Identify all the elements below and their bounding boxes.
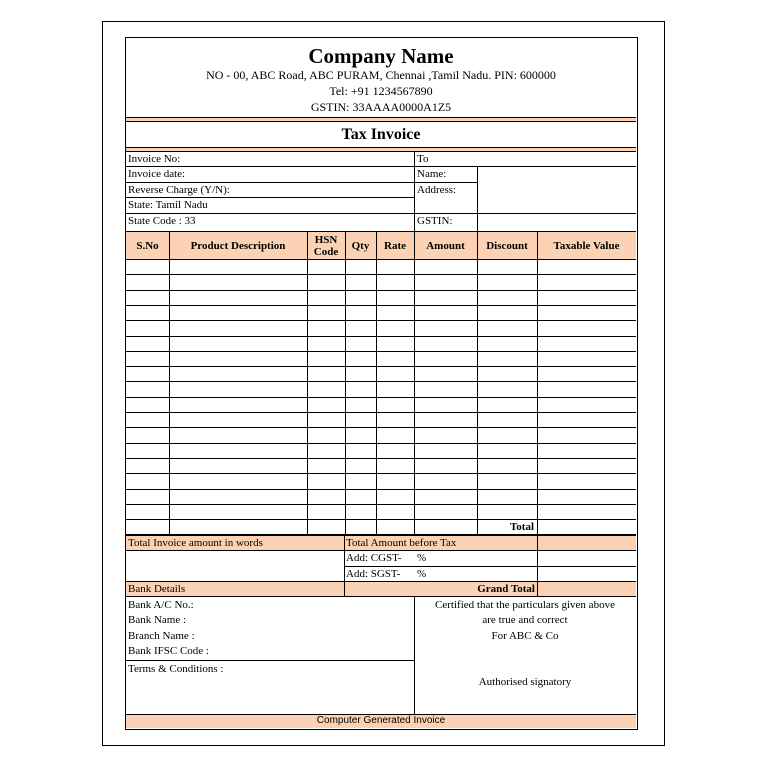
- buyer-address-label: Address:: [417, 184, 457, 196]
- authorised-signatory: Authorised signatory: [478, 676, 572, 688]
- table-row-line: [126, 443, 636, 444]
- company-tel: Tel: +91 1234567890: [329, 84, 433, 98]
- table-column-line: [537, 231, 538, 535]
- column-header-sno: S.No: [136, 239, 159, 252]
- table-row-line: [126, 397, 636, 398]
- invoice-sheet: [125, 37, 638, 730]
- table-row-line: [126, 473, 636, 474]
- branch-name-label: Branch Name :: [128, 630, 195, 642]
- table-row-line: [126, 274, 636, 275]
- reverse-charge-label: Reverse Charge (Y/N):: [128, 184, 230, 196]
- column-header-discount: Discount: [486, 239, 528, 252]
- total-label: Total: [509, 521, 534, 533]
- column-header-description: Product Description: [190, 239, 286, 252]
- table-row-line: [126, 519, 636, 520]
- terms-label: Terms & Conditions :: [128, 663, 224, 675]
- table-row-line: [126, 504, 636, 505]
- invoice-title: Tax Invoice: [341, 126, 421, 143]
- bank-details-title: Bank Details: [128, 583, 186, 595]
- state-code-label: State Code : 33: [128, 215, 196, 227]
- buyer-to-label: To: [417, 153, 429, 165]
- table-row-line: [126, 366, 636, 367]
- table-row-line: [126, 320, 636, 321]
- sgst-percent: %: [417, 568, 427, 580]
- amount-in-words-label: Total Invoice amount in words: [128, 537, 263, 549]
- certification-line-2: are true and correct: [482, 614, 568, 626]
- table-column-line: [169, 231, 170, 534]
- bank-name-label: Bank Name :: [128, 614, 187, 626]
- footer-text: Computer Generated Invoice: [316, 715, 446, 726]
- column-header-rate: Rate: [384, 239, 406, 252]
- cgst-percent: %: [417, 552, 427, 564]
- table-row-line: [126, 290, 636, 291]
- table-row-line: [126, 427, 636, 428]
- invoice-date-label: Invoice date:: [128, 168, 186, 180]
- table-column-line: [307, 231, 308, 534]
- column-header-hsn: [307, 232, 345, 259]
- certification-line-1: Certified that the particulars given above: [435, 599, 615, 611]
- table-column-line: [477, 231, 478, 535]
- buyer-gstin-label: GSTIN:: [417, 215, 453, 227]
- table-column-line: [345, 231, 346, 534]
- invoice-no-label: Invoice No:: [128, 153, 181, 165]
- grand-total-label: Grand Total: [477, 583, 535, 595]
- table-row-line: [126, 351, 636, 352]
- buyer-name-label: Name:: [417, 168, 447, 180]
- table-row-line: [126, 412, 636, 413]
- before-tax-label: Total Amount before Tax: [346, 537, 457, 549]
- column-header-hsn-line2: Code: [313, 245, 339, 258]
- table-column-line: [414, 231, 415, 534]
- column-header-qty: Qty: [351, 239, 370, 252]
- sgst-label: Add: SGST-: [346, 568, 401, 580]
- table-row-line: [126, 381, 636, 382]
- table-row-line: [126, 489, 636, 490]
- column-header-amount: Amount: [426, 239, 465, 252]
- company-address: NO - 00, ABC Road, ABC PURAM, Chennai ,Tamil Nadu. PIN: 600000: [206, 68, 556, 82]
- table-row-line: [126, 336, 636, 337]
- bank-ifsc-label: Bank IFSC Code :: [128, 645, 209, 657]
- table-row-line: [126, 458, 636, 459]
- table-row-line: [126, 305, 636, 306]
- cgst-label: Add: CGST-: [346, 552, 402, 564]
- table-column-line: [376, 231, 377, 534]
- bank-account-label: Bank A/C No.:: [128, 599, 194, 611]
- certification-line-3: For ABC & Co: [491, 630, 559, 642]
- state-label: State: Tamil Nadu: [128, 199, 208, 211]
- column-header-hsn-line1: HSN: [314, 233, 338, 246]
- company-name: Company Name: [308, 44, 454, 68]
- company-gstin: GSTIN: 33AAAA0000A1Z5: [310, 100, 452, 114]
- column-header-taxable-value: Taxable Value: [553, 239, 620, 252]
